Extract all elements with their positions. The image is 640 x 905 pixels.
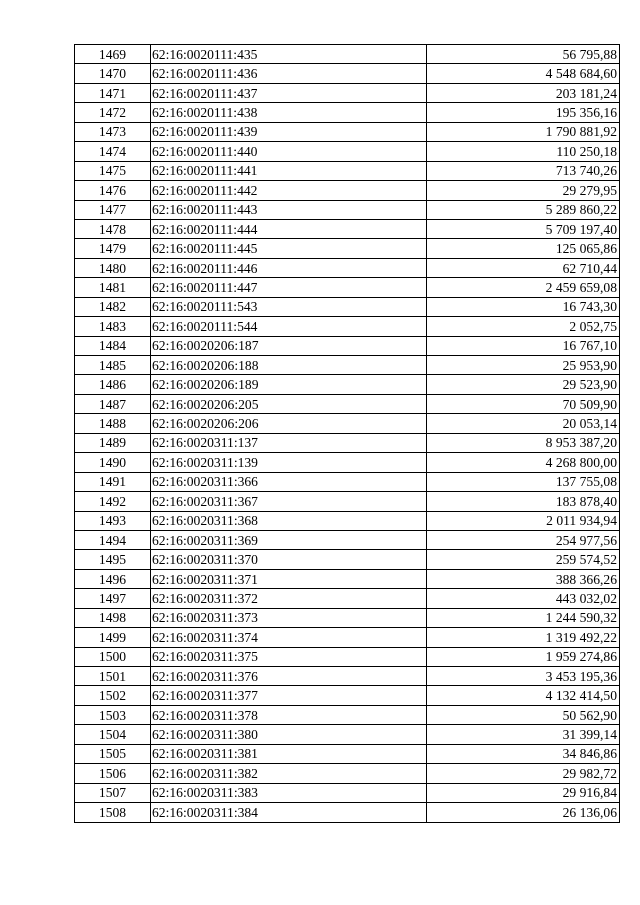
table-row — [75, 803, 620, 822]
row-number-cell: 1481 — [75, 278, 151, 297]
row-number-cell: 1472 — [75, 103, 151, 122]
cadastral-value-cell: 5 289 860,22 — [427, 200, 620, 219]
cadastral-number-cell: 62:16:0020111:445 — [151, 239, 427, 258]
table-row — [75, 667, 620, 686]
table-row — [75, 433, 620, 452]
cadastral-number-cell: 62:16:0020111:446 — [151, 258, 427, 277]
table-row — [75, 336, 620, 355]
row-number-cell: 1478 — [75, 219, 151, 238]
cadastral-value-cell: 4 132 414,50 — [427, 686, 620, 705]
cadastral-number-cell: 62:16:0020311:368 — [151, 511, 427, 530]
cadastral-number-cell: 62:16:0020111:442 — [151, 181, 427, 200]
table-row — [75, 161, 620, 180]
row-number-cell: 1505 — [75, 744, 151, 763]
cadastral-number-cell: 62:16:0020311:370 — [151, 550, 427, 569]
cadastral-number-cell: 62:16:0020311:376 — [151, 667, 427, 686]
cadastral-value-cell: 29 916,84 — [427, 783, 620, 802]
cadastral-value-cell: 4 548 684,60 — [427, 64, 620, 83]
table-row — [75, 219, 620, 238]
table-row — [75, 103, 620, 122]
table-row — [75, 511, 620, 530]
cadastral-number-cell: 62:16:0020311:377 — [151, 686, 427, 705]
cadastral-value-cell: 70 509,90 — [427, 394, 620, 413]
row-number-cell: 1479 — [75, 239, 151, 258]
cadastral-value-cell: 259 574,52 — [427, 550, 620, 569]
row-number-cell: 1480 — [75, 258, 151, 277]
cadastral-value-table — [74, 44, 620, 823]
row-number-cell: 1504 — [75, 725, 151, 744]
cadastral-value-cell: 203 181,24 — [427, 83, 620, 102]
row-number-cell: 1483 — [75, 317, 151, 336]
cadastral-number-cell: 62:16:0020206:189 — [151, 375, 427, 394]
cadastral-number-cell: 62:16:0020111:447 — [151, 278, 427, 297]
row-number-cell: 1496 — [75, 569, 151, 588]
table-row — [75, 278, 620, 297]
row-number-cell: 1495 — [75, 550, 151, 569]
cadastral-value-cell: 16 767,10 — [427, 336, 620, 355]
cadastral-number-cell: 62:16:0020111:444 — [151, 219, 427, 238]
row-number-cell: 1477 — [75, 200, 151, 219]
cadastral-value-cell: 1 244 590,32 — [427, 608, 620, 627]
cadastral-number-cell: 62:16:0020311:139 — [151, 453, 427, 472]
table-row — [75, 317, 620, 336]
cadastral-value-cell: 50 562,90 — [427, 705, 620, 724]
cadastral-number-cell: 62:16:0020111:437 — [151, 83, 427, 102]
cadastral-value-cell: 29 523,90 — [427, 375, 620, 394]
table-row — [75, 200, 620, 219]
cadastral-value-cell: 25 953,90 — [427, 356, 620, 375]
cadastral-number-cell: 62:16:0020206:187 — [151, 336, 427, 355]
cadastral-value-cell: 137 755,08 — [427, 472, 620, 491]
cadastral-value-cell: 4 268 800,00 — [427, 453, 620, 472]
cadastral-number-cell: 62:16:0020311:371 — [151, 569, 427, 588]
table-row — [75, 122, 620, 141]
table-row — [75, 569, 620, 588]
cadastral-value-cell: 3 453 195,36 — [427, 667, 620, 686]
cadastral-number-cell: 62:16:0020311:375 — [151, 647, 427, 666]
table-row — [75, 608, 620, 627]
cadastral-value-cell: 713 740,26 — [427, 161, 620, 180]
table-row — [75, 453, 620, 472]
cadastral-number-cell: 62:16:0020311:384 — [151, 803, 427, 822]
row-number-cell: 1507 — [75, 783, 151, 802]
table-row — [75, 394, 620, 413]
cadastral-value-cell: 2 011 934,94 — [427, 511, 620, 530]
cadastral-value-cell: 443 032,02 — [427, 589, 620, 608]
cadastral-number-cell: 62:16:0020311:381 — [151, 744, 427, 763]
cadastral-number-cell: 62:16:0020111:441 — [151, 161, 427, 180]
cadastral-number-cell: 62:16:0020311:137 — [151, 433, 427, 452]
row-number-cell: 1492 — [75, 492, 151, 511]
table-row — [75, 142, 620, 161]
cadastral-number-cell: 62:16:0020111:439 — [151, 122, 427, 141]
cadastral-number-cell: 62:16:0020111:440 — [151, 142, 427, 161]
table-row — [75, 725, 620, 744]
cadastral-number-cell: 62:16:0020311:380 — [151, 725, 427, 744]
cadastral-value-cell: 183 878,40 — [427, 492, 620, 511]
cadastral-number-cell: 62:16:0020206:205 — [151, 394, 427, 413]
row-number-cell: 1494 — [75, 530, 151, 549]
cadastral-value-cell: 29 279,95 — [427, 181, 620, 200]
cadastral-number-cell: 62:16:0020311:372 — [151, 589, 427, 608]
table-row — [75, 705, 620, 724]
row-number-cell: 1487 — [75, 394, 151, 413]
cadastral-value-cell: 62 710,44 — [427, 258, 620, 277]
cadastral-value-cell: 2 052,75 — [427, 317, 620, 336]
cadastral-number-cell: 62:16:0020111:436 — [151, 64, 427, 83]
table-row — [75, 530, 620, 549]
cadastral-value-cell: 31 399,14 — [427, 725, 620, 744]
cadastral-number-cell: 62:16:0020111:438 — [151, 103, 427, 122]
cadastral-value-cell: 8 953 387,20 — [427, 433, 620, 452]
cadastral-number-cell: 62:16:0020311:367 — [151, 492, 427, 511]
cadastral-value-cell: 34 846,86 — [427, 744, 620, 763]
table-row — [75, 550, 620, 569]
cadastral-number-cell: 62:16:0020111:435 — [151, 45, 427, 64]
row-number-cell: 1506 — [75, 764, 151, 783]
cadastral-number-cell: 62:16:0020311:366 — [151, 472, 427, 491]
table-row — [75, 414, 620, 433]
cadastral-value-cell: 26 136,06 — [427, 803, 620, 822]
row-number-cell: 1493 — [75, 511, 151, 530]
table-row — [75, 647, 620, 666]
cadastral-number-cell: 62:16:0020311:369 — [151, 530, 427, 549]
table-row — [75, 181, 620, 200]
cadastral-number-cell: 62:16:0020206:206 — [151, 414, 427, 433]
table-row — [75, 764, 620, 783]
cadastral-value-cell: 20 053,14 — [427, 414, 620, 433]
cadastral-number-cell: 62:16:0020311:382 — [151, 764, 427, 783]
table-row — [75, 64, 620, 83]
table-row — [75, 783, 620, 802]
table-row — [75, 472, 620, 491]
row-number-cell: 1469 — [75, 45, 151, 64]
table-row — [75, 83, 620, 102]
table-row — [75, 239, 620, 258]
table-row — [75, 492, 620, 511]
table-body — [75, 45, 620, 823]
cadastral-value-cell: 29 982,72 — [427, 764, 620, 783]
row-number-cell: 1482 — [75, 297, 151, 316]
cadastral-value-cell: 125 065,86 — [427, 239, 620, 258]
cadastral-value-cell: 254 977,56 — [427, 530, 620, 549]
row-number-cell: 1470 — [75, 64, 151, 83]
row-number-cell: 1475 — [75, 161, 151, 180]
row-number-cell: 1502 — [75, 686, 151, 705]
row-number-cell: 1491 — [75, 472, 151, 491]
cadastral-value-cell: 1 959 274,86 — [427, 647, 620, 666]
table-row — [75, 686, 620, 705]
cadastral-value-cell: 1 790 881,92 — [427, 122, 620, 141]
table-row — [75, 258, 620, 277]
row-number-cell: 1500 — [75, 647, 151, 666]
cadastral-number-cell: 62:16:0020311:378 — [151, 705, 427, 724]
cadastral-number-cell: 62:16:0020311:374 — [151, 628, 427, 647]
cadastral-number-cell: 62:16:0020111:443 — [151, 200, 427, 219]
cadastral-value-cell: 195 356,16 — [427, 103, 620, 122]
cadastral-number-cell: 62:16:0020111:543 — [151, 297, 427, 316]
table-row — [75, 589, 620, 608]
row-number-cell: 1486 — [75, 375, 151, 394]
cadastral-number-cell: 62:16:0020111:544 — [151, 317, 427, 336]
row-number-cell: 1498 — [75, 608, 151, 627]
row-number-cell: 1476 — [75, 181, 151, 200]
cadastral-value-cell: 16 743,30 — [427, 297, 620, 316]
table-row — [75, 744, 620, 763]
row-number-cell: 1503 — [75, 705, 151, 724]
row-number-cell: 1497 — [75, 589, 151, 608]
row-number-cell: 1488 — [75, 414, 151, 433]
table-row — [75, 375, 620, 394]
cadastral-number-cell: 62:16:0020311:373 — [151, 608, 427, 627]
row-number-cell: 1473 — [75, 122, 151, 141]
row-number-cell: 1490 — [75, 453, 151, 472]
row-number-cell: 1508 — [75, 803, 151, 822]
cadastral-number-cell: 62:16:0020206:188 — [151, 356, 427, 375]
cadastral-value-cell: 2 459 659,08 — [427, 278, 620, 297]
cadastral-number-cell: 62:16:0020311:383 — [151, 783, 427, 802]
cadastral-value-cell: 388 366,26 — [427, 569, 620, 588]
cadastral-value-cell: 110 250,18 — [427, 142, 620, 161]
cadastral-value-cell: 1 319 492,22 — [427, 628, 620, 647]
cadastral-value-cell: 5 709 197,40 — [427, 219, 620, 238]
table-row — [75, 45, 620, 64]
table-row — [75, 356, 620, 375]
row-number-cell: 1471 — [75, 83, 151, 102]
row-number-cell: 1489 — [75, 433, 151, 452]
row-number-cell: 1501 — [75, 667, 151, 686]
row-number-cell: 1474 — [75, 142, 151, 161]
table-row — [75, 628, 620, 647]
table-row — [75, 297, 620, 316]
row-number-cell: 1485 — [75, 356, 151, 375]
row-number-cell: 1499 — [75, 628, 151, 647]
cadastral-value-cell: 56 795,88 — [427, 45, 620, 64]
row-number-cell: 1484 — [75, 336, 151, 355]
